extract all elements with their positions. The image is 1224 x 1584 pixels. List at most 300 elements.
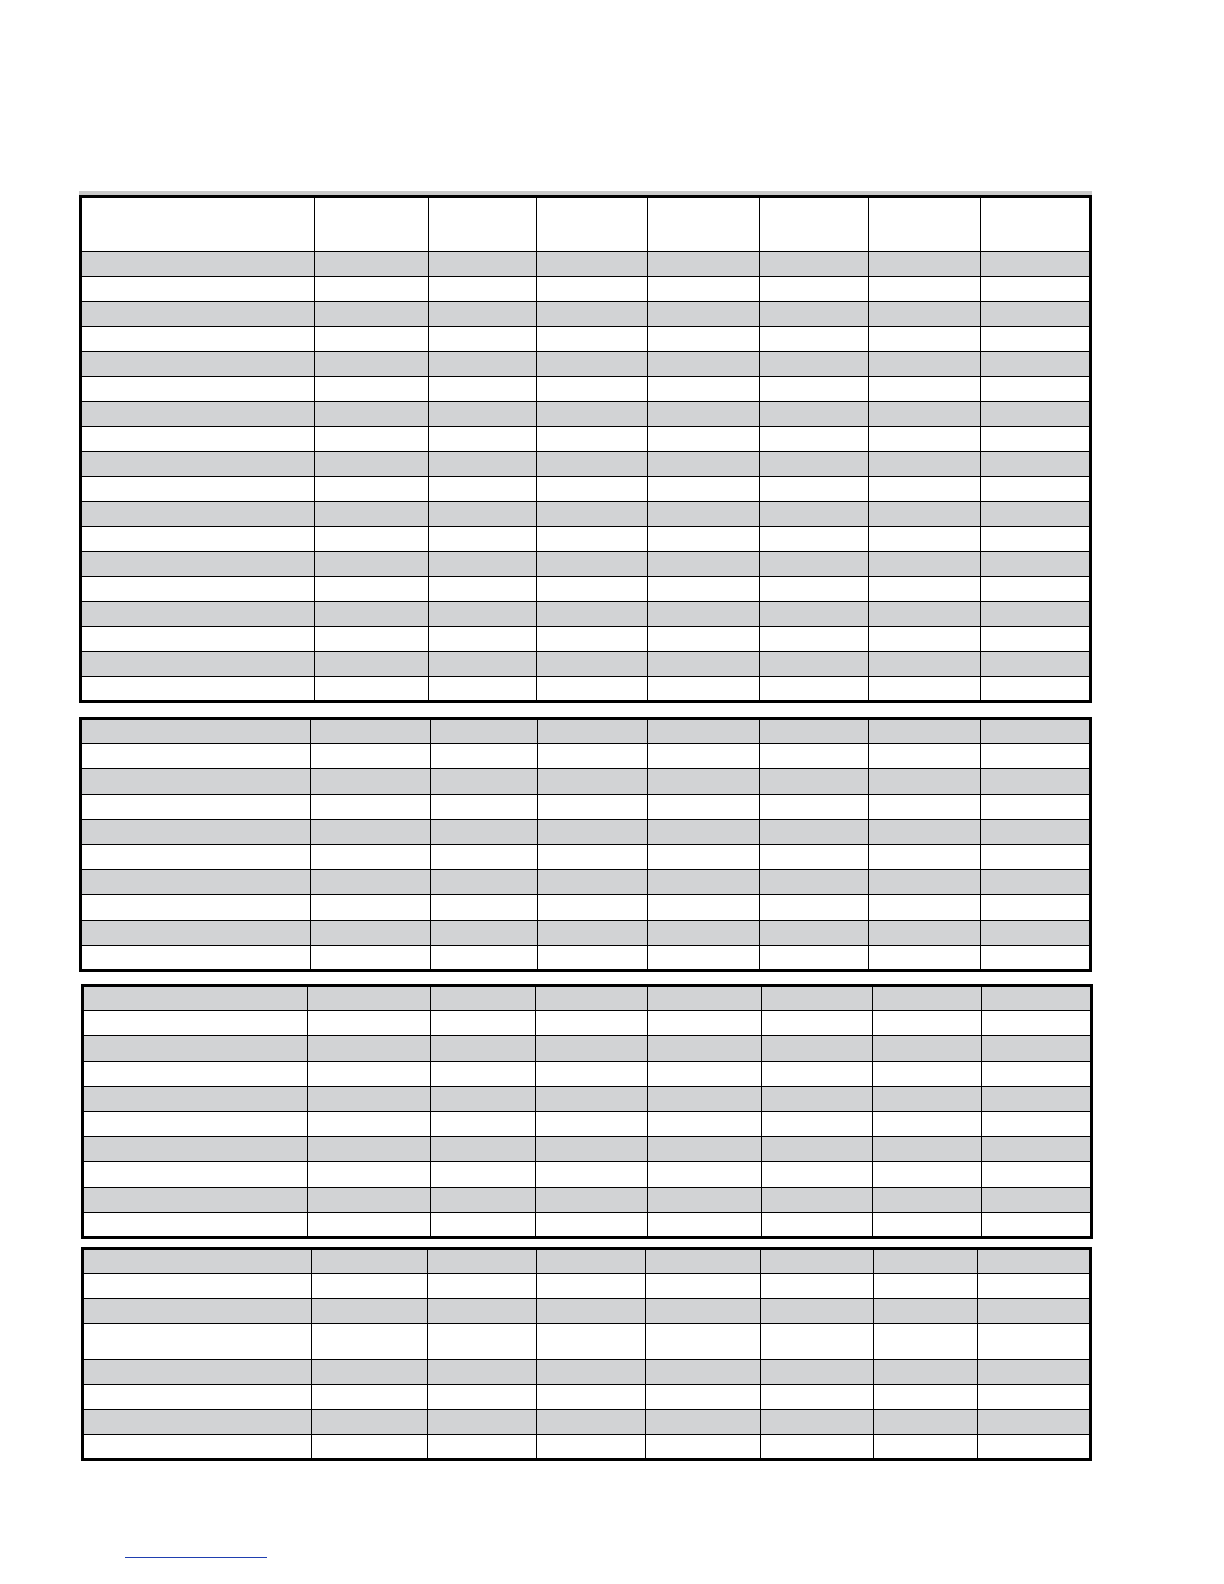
table-cell[interactable] xyxy=(761,1274,874,1299)
row-label-cell[interactable] xyxy=(83,1036,308,1061)
table-cell[interactable] xyxy=(874,1249,978,1274)
table-cell[interactable] xyxy=(647,477,759,502)
table-cell[interactable] xyxy=(538,895,648,920)
table-cell[interactable] xyxy=(315,627,429,652)
row-label-cell[interactable] xyxy=(81,677,315,702)
table-cell[interactable] xyxy=(429,277,537,302)
table-cell[interactable] xyxy=(981,769,1091,794)
table-cell[interactable] xyxy=(537,677,647,702)
table-cell[interactable] xyxy=(315,402,429,427)
table-cell[interactable] xyxy=(648,769,760,794)
table-cell[interactable] xyxy=(538,769,648,794)
table-cell[interactable] xyxy=(761,1385,874,1410)
table-cell[interactable] xyxy=(868,552,980,577)
table-cell[interactable] xyxy=(981,819,1091,844)
table-cell[interactable] xyxy=(537,252,647,277)
table-cell[interactable] xyxy=(431,945,538,970)
table-cell[interactable] xyxy=(537,1410,646,1435)
table-cell[interactable] xyxy=(982,1187,1092,1212)
table-cell[interactable] xyxy=(978,1299,1091,1324)
table-cell[interactable] xyxy=(429,627,537,652)
table-cell[interactable] xyxy=(868,627,980,652)
table-cell[interactable] xyxy=(431,844,538,869)
table-cell[interactable] xyxy=(759,677,868,702)
table-cell[interactable] xyxy=(647,427,759,452)
row-label-cell[interactable] xyxy=(83,1137,308,1162)
table-cell[interactable] xyxy=(431,1036,536,1061)
table-cell[interactable] xyxy=(759,352,868,377)
table-cell[interactable] xyxy=(537,1249,646,1274)
table-cell[interactable] xyxy=(538,945,648,970)
table-cell[interactable] xyxy=(647,502,759,527)
row-label-cell[interactable] xyxy=(81,652,315,677)
row-label-cell[interactable] xyxy=(83,1111,308,1136)
table-cell[interactable] xyxy=(537,602,647,627)
table-cell[interactable] xyxy=(761,1324,874,1360)
table-cell[interactable] xyxy=(431,769,538,794)
row-label-cell[interactable] xyxy=(81,527,315,552)
table-cell[interactable] xyxy=(980,252,1090,277)
table-cell[interactable] xyxy=(315,552,429,577)
table-cell[interactable] xyxy=(311,844,431,869)
row-label-cell[interactable] xyxy=(83,1086,308,1111)
table-cell[interactable] xyxy=(431,870,538,895)
table-cell[interactable] xyxy=(308,1212,431,1237)
table-cell[interactable] xyxy=(978,1435,1091,1460)
table-cell[interactable] xyxy=(312,1249,428,1274)
table-cell[interactable] xyxy=(646,1299,761,1324)
table-cell[interactable] xyxy=(537,627,647,652)
table-cell[interactable] xyxy=(315,577,429,602)
table-cell[interactable] xyxy=(980,302,1090,327)
table-cell[interactable] xyxy=(868,427,980,452)
table-cell[interactable] xyxy=(311,819,431,844)
table-cell[interactable] xyxy=(760,870,869,895)
table-cell[interactable] xyxy=(760,819,869,844)
table-cell[interactable] xyxy=(428,1249,537,1274)
table-cell[interactable] xyxy=(537,552,647,577)
table-cell[interactable] xyxy=(874,1410,978,1435)
table-cell[interactable] xyxy=(869,769,981,794)
table-cell[interactable] xyxy=(315,527,429,552)
table-cell[interactable] xyxy=(646,1324,761,1360)
table-cell[interactable] xyxy=(647,627,759,652)
table-cell[interactable] xyxy=(536,1011,648,1036)
table-cell[interactable] xyxy=(429,527,537,552)
table-cell[interactable] xyxy=(431,1111,536,1136)
table-cell[interactable] xyxy=(868,452,980,477)
table-cell[interactable] xyxy=(868,252,980,277)
table-cell[interactable] xyxy=(431,895,538,920)
table-cell[interactable] xyxy=(647,377,759,402)
table-cell[interactable] xyxy=(646,1360,761,1385)
table-cell[interactable] xyxy=(980,352,1090,377)
row-label-cell[interactable] xyxy=(81,719,311,744)
table-cell[interactable] xyxy=(982,1061,1092,1086)
table-cell[interactable] xyxy=(537,577,647,602)
table-cell[interactable] xyxy=(315,677,429,702)
row-label-cell[interactable] xyxy=(81,452,315,477)
table-cell[interactable] xyxy=(980,502,1090,527)
table-cell[interactable] xyxy=(980,602,1090,627)
table-cell[interactable] xyxy=(868,652,980,677)
table-cell[interactable] xyxy=(311,870,431,895)
table-cell[interactable] xyxy=(759,552,868,577)
row-label-cell[interactable] xyxy=(83,1212,308,1237)
table-cell[interactable] xyxy=(981,719,1091,744)
table-cell[interactable] xyxy=(868,502,980,527)
table-cell[interactable] xyxy=(647,327,759,352)
table-cell[interactable] xyxy=(981,895,1091,920)
table-cell[interactable] xyxy=(980,627,1090,652)
table-cell[interactable] xyxy=(312,1274,428,1299)
table-cell[interactable] xyxy=(759,477,868,502)
table-cell[interactable] xyxy=(537,1435,646,1460)
table-cell[interactable] xyxy=(868,602,980,627)
table-cell[interactable] xyxy=(648,1162,762,1187)
table-cell[interactable] xyxy=(648,1036,762,1061)
row-label-cell[interactable] xyxy=(81,377,315,402)
table-cell[interactable] xyxy=(429,427,537,452)
table-cell[interactable] xyxy=(978,1249,1091,1274)
table-cell[interactable] xyxy=(537,452,647,477)
table-cell[interactable] xyxy=(981,844,1091,869)
table-cell[interactable] xyxy=(647,452,759,477)
table-cell[interactable] xyxy=(762,1137,873,1162)
table-cell[interactable] xyxy=(538,920,648,945)
table-cell[interactable] xyxy=(868,402,980,427)
row-label-cell[interactable] xyxy=(83,1435,312,1460)
table-cell[interactable] xyxy=(647,277,759,302)
table-cell[interactable] xyxy=(431,1086,536,1111)
table-cell[interactable] xyxy=(648,1111,762,1136)
table-cell[interactable] xyxy=(978,1274,1091,1299)
table-cell[interactable] xyxy=(761,1249,874,1274)
table-cell[interactable] xyxy=(762,1061,873,1086)
table-cell[interactable] xyxy=(537,402,647,427)
table-cell[interactable] xyxy=(646,1410,761,1435)
table-cell[interactable] xyxy=(648,1212,762,1237)
row-label-cell[interactable] xyxy=(81,577,315,602)
row-label-cell[interactable] xyxy=(81,819,311,844)
table-cell[interactable] xyxy=(981,870,1091,895)
row-label-cell[interactable] xyxy=(81,252,315,277)
table-cell[interactable] xyxy=(428,1299,537,1324)
table-cell[interactable] xyxy=(980,402,1090,427)
table-cell[interactable] xyxy=(431,794,538,819)
table-cell[interactable] xyxy=(312,1385,428,1410)
table-cell[interactable] xyxy=(874,1385,978,1410)
table-cell[interactable] xyxy=(874,1360,978,1385)
table-cell[interactable] xyxy=(759,452,868,477)
table-cell[interactable] xyxy=(308,1036,431,1061)
table-cell[interactable] xyxy=(312,1360,428,1385)
row-label-cell[interactable] xyxy=(81,870,311,895)
table-cell[interactable] xyxy=(648,744,760,769)
table-cell[interactable] xyxy=(762,986,873,1011)
table-cell[interactable] xyxy=(868,377,980,402)
table-cell[interactable] xyxy=(760,920,869,945)
table-cell[interactable] xyxy=(982,1086,1092,1111)
table-cell[interactable] xyxy=(315,327,429,352)
table-cell[interactable] xyxy=(308,1111,431,1136)
table-cell[interactable] xyxy=(762,1111,873,1136)
table-cell[interactable] xyxy=(759,377,868,402)
table-cell[interactable] xyxy=(429,602,537,627)
table-cell[interactable] xyxy=(308,1137,431,1162)
table-cell[interactable] xyxy=(869,744,981,769)
table-cell[interactable] xyxy=(760,945,869,970)
table-cell[interactable] xyxy=(537,502,647,527)
table-cell[interactable] xyxy=(869,945,981,970)
table-cell[interactable] xyxy=(536,1036,648,1061)
table-cell[interactable] xyxy=(648,819,760,844)
table-cell[interactable] xyxy=(429,302,537,327)
table-cell[interactable] xyxy=(761,1299,874,1324)
table-cell[interactable] xyxy=(429,252,537,277)
row-label-cell[interactable] xyxy=(81,844,311,869)
table-cell[interactable] xyxy=(428,1274,537,1299)
row-label-cell[interactable] xyxy=(83,1011,308,1036)
table-cell[interactable] xyxy=(431,1011,536,1036)
table-cell[interactable] xyxy=(646,1274,761,1299)
table-cell[interactable] xyxy=(537,652,647,677)
table-cell[interactable] xyxy=(431,744,538,769)
table-cell[interactable] xyxy=(315,652,429,677)
table-cell[interactable] xyxy=(980,277,1090,302)
table-cell[interactable] xyxy=(648,844,760,869)
table-cell[interactable] xyxy=(536,1162,648,1187)
table-cell[interactable] xyxy=(982,986,1092,1011)
table-cell[interactable] xyxy=(537,477,647,502)
table-cell[interactable] xyxy=(431,1212,536,1237)
table-cell[interactable] xyxy=(646,1385,761,1410)
row-label-cell[interactable] xyxy=(81,302,315,327)
table-cell[interactable] xyxy=(761,1360,874,1385)
table-cell[interactable] xyxy=(537,1360,646,1385)
table-cell[interactable] xyxy=(428,1435,537,1460)
table-cell[interactable] xyxy=(537,352,647,377)
table-cell[interactable] xyxy=(429,577,537,602)
table-cell[interactable] xyxy=(429,377,537,402)
table-cell[interactable] xyxy=(868,477,980,502)
table-cell[interactable] xyxy=(648,870,760,895)
table-cell[interactable] xyxy=(868,577,980,602)
row-label-cell[interactable] xyxy=(81,744,311,769)
row-label-cell[interactable] xyxy=(81,427,315,452)
table-cell[interactable] xyxy=(874,1274,978,1299)
table-cell[interactable] xyxy=(538,719,648,744)
table-cell[interactable] xyxy=(759,652,868,677)
table-cell[interactable] xyxy=(760,895,869,920)
table-cell[interactable] xyxy=(760,719,869,744)
table-cell[interactable] xyxy=(311,769,431,794)
table-cell[interactable] xyxy=(868,327,980,352)
row-label-cell[interactable] xyxy=(83,1299,312,1324)
table-cell[interactable] xyxy=(647,677,759,702)
table-cell[interactable] xyxy=(431,1137,536,1162)
row-label-cell[interactable] xyxy=(81,352,315,377)
table-cell[interactable] xyxy=(868,527,980,552)
table-cell[interactable] xyxy=(980,652,1090,677)
table-cell[interactable] xyxy=(537,1324,646,1360)
table-cell[interactable] xyxy=(537,1299,646,1324)
table-cell[interactable] xyxy=(537,302,647,327)
table-cell[interactable] xyxy=(648,1011,762,1036)
table-cell[interactable] xyxy=(308,1187,431,1212)
table-cell[interactable] xyxy=(315,302,429,327)
table-cell[interactable] xyxy=(315,352,429,377)
table-cell[interactable] xyxy=(648,1086,762,1111)
table-cell[interactable] xyxy=(759,602,868,627)
table-cell[interactable] xyxy=(311,895,431,920)
table-cell[interactable] xyxy=(980,577,1090,602)
table-cell[interactable] xyxy=(537,427,647,452)
row-label-cell[interactable] xyxy=(81,920,311,945)
table-cell[interactable] xyxy=(981,794,1091,819)
table-cell[interactable] xyxy=(429,352,537,377)
table-cell[interactable] xyxy=(431,986,536,1011)
table-cell[interactable] xyxy=(760,769,869,794)
table-cell[interactable] xyxy=(315,502,429,527)
table-cell[interactable] xyxy=(428,1360,537,1385)
table-cell[interactable] xyxy=(537,377,647,402)
table-cell[interactable] xyxy=(431,719,538,744)
table-cell[interactable] xyxy=(982,1212,1092,1237)
row-label-cell[interactable] xyxy=(83,1385,312,1410)
table-cell[interactable] xyxy=(647,577,759,602)
table-cell[interactable] xyxy=(648,1137,762,1162)
table-cell[interactable] xyxy=(429,327,537,352)
table-cell[interactable] xyxy=(311,945,431,970)
table-cell[interactable] xyxy=(874,1324,978,1360)
table-cell[interactable] xyxy=(537,527,647,552)
row-label-cell[interactable] xyxy=(81,502,315,527)
row-label-cell[interactable] xyxy=(83,1249,312,1274)
table-cell[interactable] xyxy=(428,1324,537,1360)
table-cell[interactable] xyxy=(873,1187,982,1212)
table-cell[interactable] xyxy=(315,477,429,502)
table-cell[interactable] xyxy=(312,1435,428,1460)
table-cell[interactable] xyxy=(312,1324,428,1360)
table-cell[interactable] xyxy=(759,577,868,602)
table-cell[interactable] xyxy=(762,1187,873,1212)
table-cell[interactable] xyxy=(648,920,760,945)
table-cell[interactable] xyxy=(760,844,869,869)
table-cell[interactable] xyxy=(982,1162,1092,1187)
table-cell[interactable] xyxy=(315,452,429,477)
row-label-cell[interactable] xyxy=(81,769,311,794)
table-cell[interactable] xyxy=(982,1011,1092,1036)
table-cell[interactable] xyxy=(431,1187,536,1212)
row-label-cell[interactable] xyxy=(83,1187,308,1212)
table-cell[interactable] xyxy=(869,920,981,945)
table-cell[interactable] xyxy=(647,527,759,552)
table-cell[interactable] xyxy=(538,794,648,819)
table-cell[interactable] xyxy=(646,1435,761,1460)
table-cell[interactable] xyxy=(537,327,647,352)
row-label-cell[interactable] xyxy=(83,1324,312,1360)
table-cell[interactable] xyxy=(760,744,869,769)
table-cell[interactable] xyxy=(315,252,429,277)
table-cell[interactable] xyxy=(873,1111,982,1136)
table-cell[interactable] xyxy=(980,552,1090,577)
table-cell[interactable] xyxy=(536,1086,648,1111)
table-cell[interactable] xyxy=(759,277,868,302)
table-cell[interactable] xyxy=(873,1137,982,1162)
table-cell[interactable] xyxy=(759,302,868,327)
table-cell[interactable] xyxy=(868,277,980,302)
table-cell[interactable] xyxy=(647,402,759,427)
table-cell[interactable] xyxy=(537,277,647,302)
table-cell[interactable] xyxy=(648,1187,762,1212)
table-cell[interactable] xyxy=(429,677,537,702)
table-cell[interactable] xyxy=(311,744,431,769)
table-cell[interactable] xyxy=(428,1410,537,1435)
row-label-cell[interactable] xyxy=(83,1410,312,1435)
table-cell[interactable] xyxy=(978,1324,1091,1360)
table-cell[interactable] xyxy=(431,1061,536,1086)
row-label-cell[interactable] xyxy=(81,945,311,970)
table-cell[interactable] xyxy=(648,895,760,920)
table-cell[interactable] xyxy=(869,794,981,819)
table-cell[interactable] xyxy=(759,252,868,277)
table-cell[interactable] xyxy=(869,719,981,744)
table-cell[interactable] xyxy=(647,552,759,577)
table-cell[interactable] xyxy=(874,1435,978,1460)
row-label-cell[interactable] xyxy=(81,627,315,652)
table-cell[interactable] xyxy=(429,552,537,577)
table-cell[interactable] xyxy=(869,819,981,844)
table-cell[interactable] xyxy=(869,870,981,895)
table-cell[interactable] xyxy=(315,277,429,302)
table-cell[interactable] xyxy=(536,1111,648,1136)
row-label-cell[interactable] xyxy=(81,327,315,352)
table-cell[interactable] xyxy=(315,602,429,627)
table-cell[interactable] xyxy=(536,1212,648,1237)
table-cell[interactable] xyxy=(759,502,868,527)
table-cell[interactable] xyxy=(978,1360,1091,1385)
table-cell[interactable] xyxy=(868,302,980,327)
table-cell[interactable] xyxy=(308,986,431,1011)
table-cell[interactable] xyxy=(431,1162,536,1187)
table-cell[interactable] xyxy=(868,352,980,377)
table-cell[interactable] xyxy=(759,427,868,452)
table-cell[interactable] xyxy=(978,1385,1091,1410)
table-cell[interactable] xyxy=(308,1061,431,1086)
table-cell[interactable] xyxy=(647,602,759,627)
table-cell[interactable] xyxy=(759,402,868,427)
row-label-cell[interactable] xyxy=(83,1162,308,1187)
table-cell[interactable] xyxy=(980,427,1090,452)
table-cell[interactable] xyxy=(429,477,537,502)
table-cell[interactable] xyxy=(762,1036,873,1061)
table-cell[interactable] xyxy=(308,1162,431,1187)
table-cell[interactable] xyxy=(315,427,429,452)
table-cell[interactable] xyxy=(873,1061,982,1086)
table-cell[interactable] xyxy=(873,1212,982,1237)
table-cell[interactable] xyxy=(647,652,759,677)
table-cell[interactable] xyxy=(648,719,760,744)
table-cell[interactable] xyxy=(868,677,980,702)
table-cell[interactable] xyxy=(982,1111,1092,1136)
table-cell[interactable] xyxy=(980,452,1090,477)
row-label-cell[interactable] xyxy=(83,986,308,1011)
table-cell[interactable] xyxy=(429,652,537,677)
table-cell[interactable] xyxy=(431,920,538,945)
table-cell[interactable] xyxy=(761,1435,874,1460)
row-label-cell[interactable] xyxy=(81,552,315,577)
